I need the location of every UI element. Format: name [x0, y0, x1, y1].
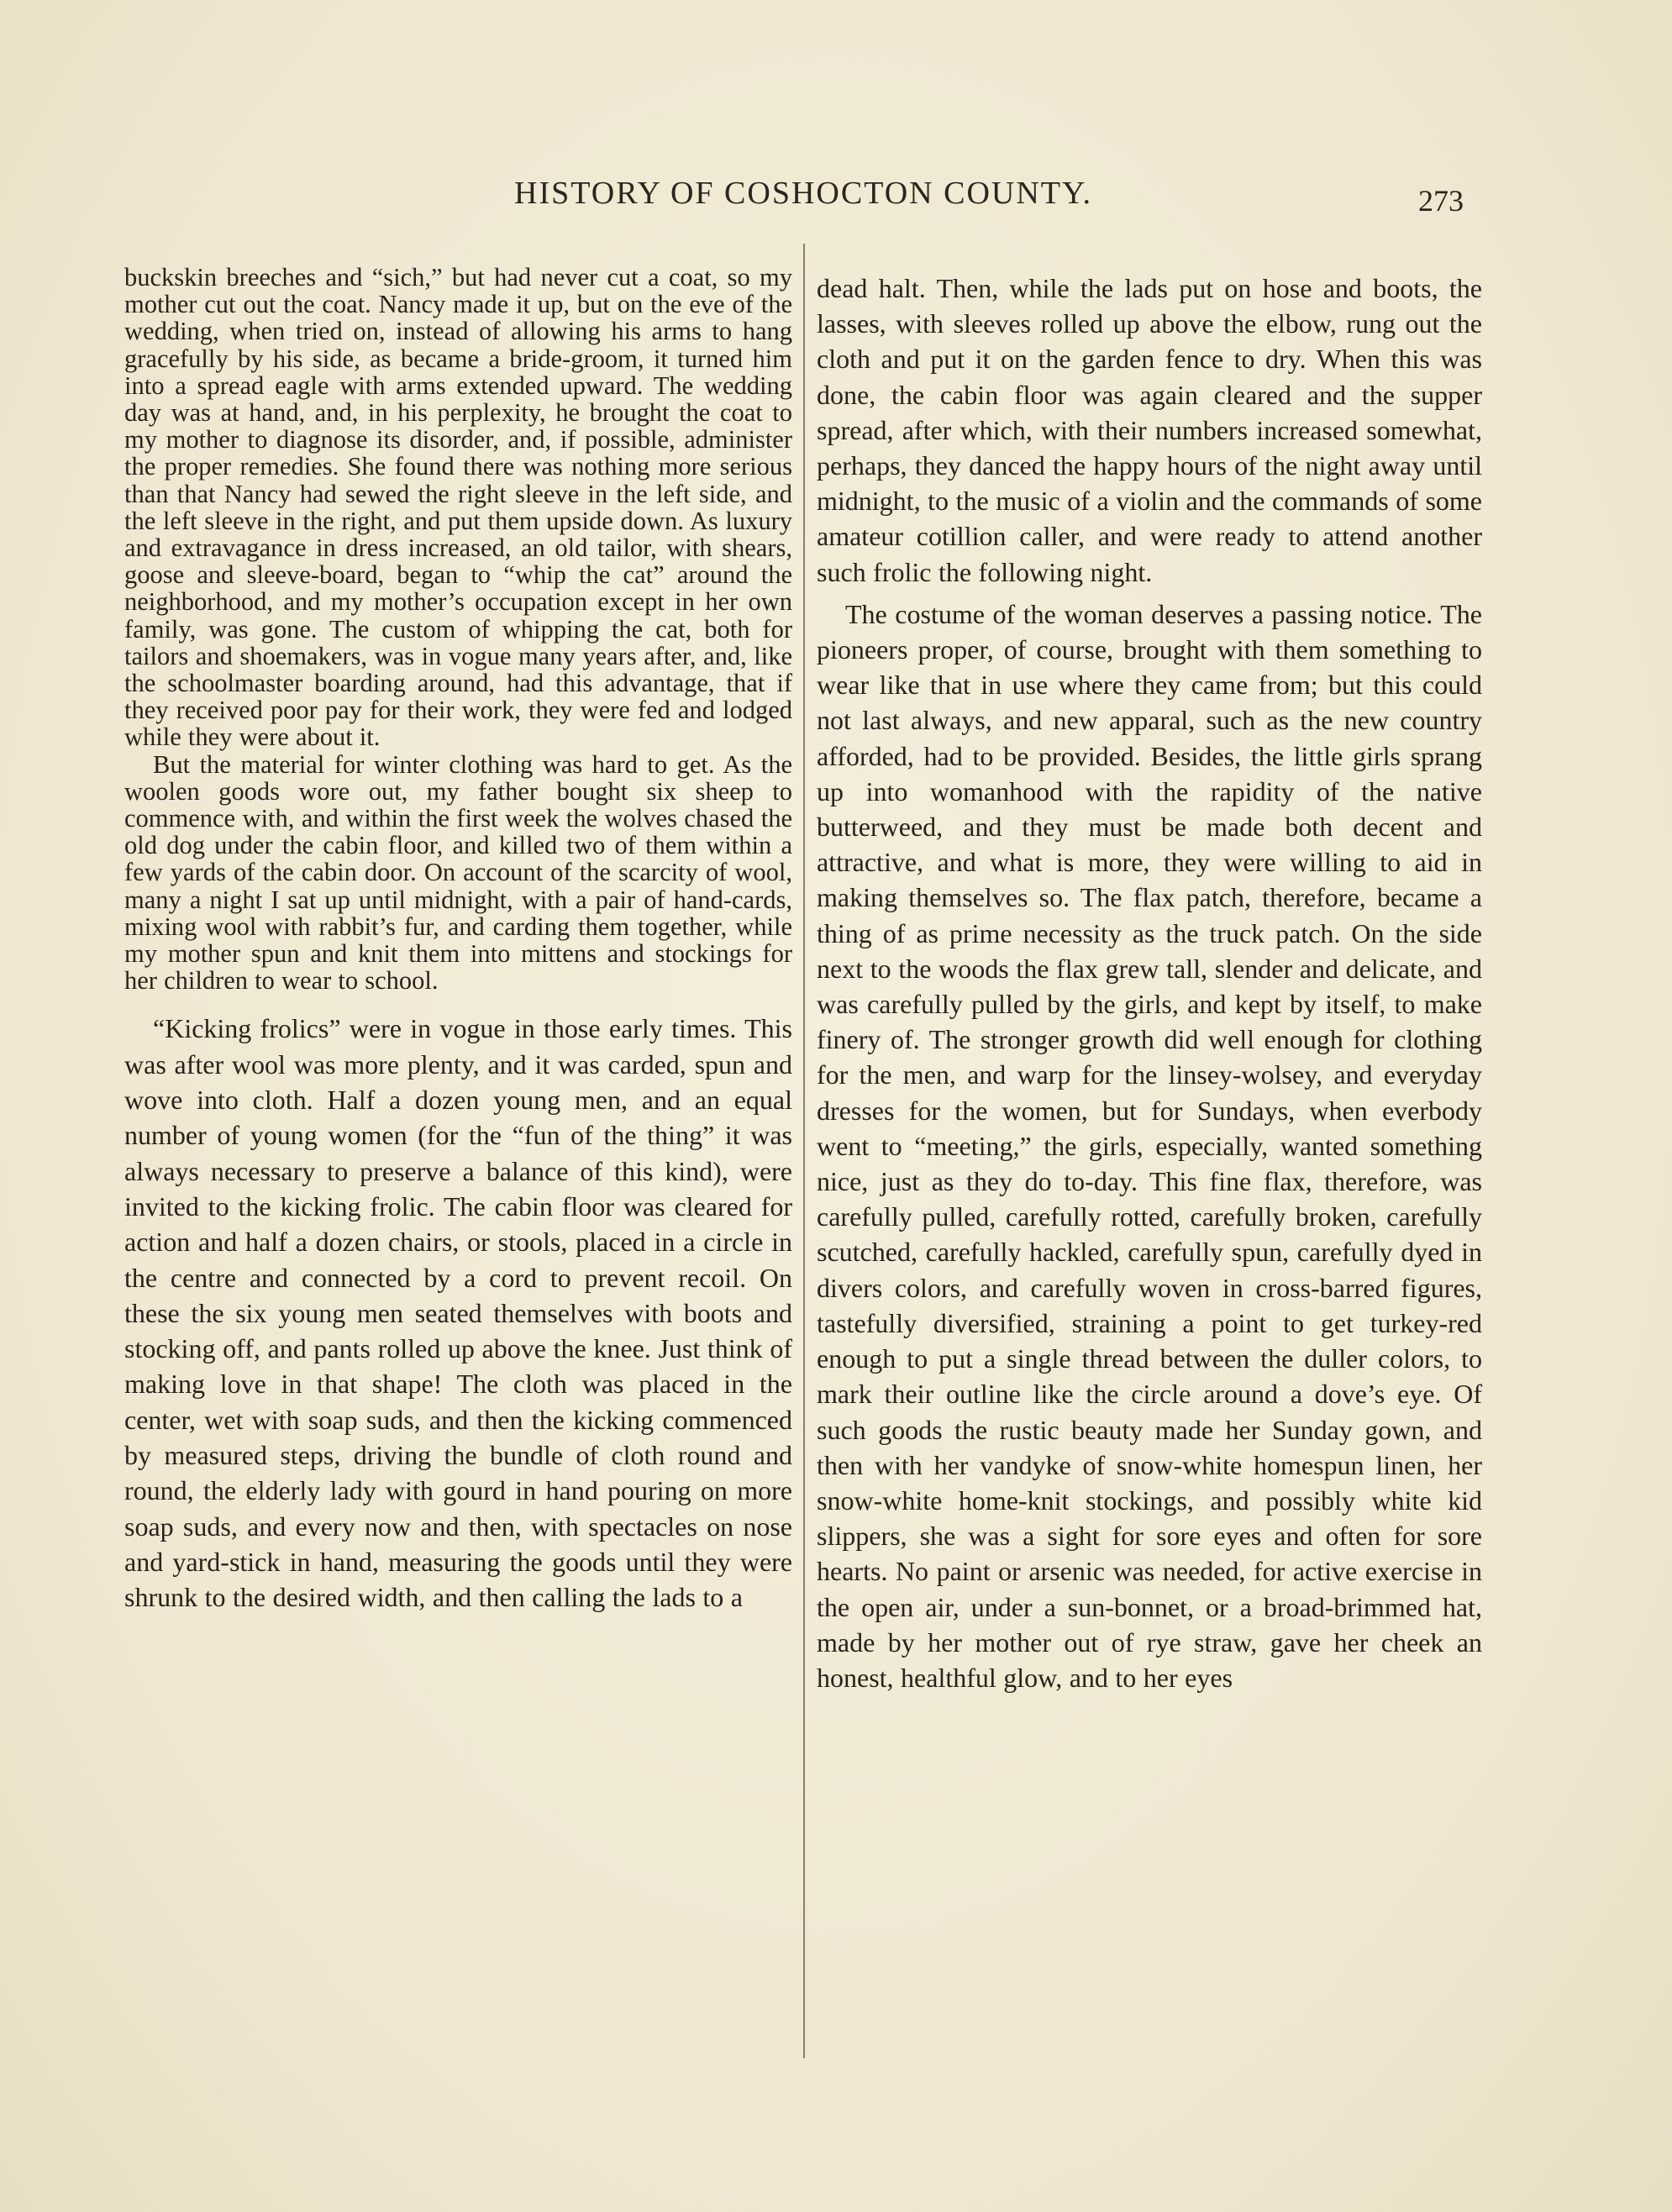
- right-column: [817, 271, 1482, 1695]
- column-divider: [803, 244, 805, 2058]
- left-paragraph-2: But the material for winter clothing was hard to get. As the woolen goods wore out, my father bought six sheep to commence with, and within the first week the wolves chased the old dog under the cabin floor, and killed two of them within a few yards of the cabin door. On account of the scarcity of wool, many a night I sat up until midnight, with a pair of hand-cards, mixing wool with rabbit’s fur, and carding them together, while my mother spun and knit them into mittens and stockings for her children to wear to school.: [124, 749, 792, 996]
- right-paragraph-1: dead halt. Then, while the lads put on hose and boots, the lasses, with sleeves rolled up above the elbow, rung out the cloth and put it on the garden fence to dry. When this was done, the cabin floor was again cleared and the supper spread, after which, with their numbers increased somewhat, perhaps, they danced the happy hours of the night away until midnight, to the music of a violin and the commands of some amateur cotillion caller, and were ready to attend another such frolic the following night.: [817, 273, 1482, 587]
- running-title: HISTORY OF COSHOCTON COUNTY.: [514, 176, 1093, 211]
- right-paragraph-2: The costume of the woman deserves a passing notice. The pioneers proper, of course, brought with them something to wear like that in use where they came from; but this could not last always, and new apparal, such as the new country afforded, had to be provided. Besides, the little girls sprang up into womanhood with the rapidity of the native butterweed, and they must be made both decent and attractive, and what is more, they were willing to aid in making themselves so. The flax patch, therefore, became a thing of as prime necessity as the truck patch. On the side next to the woods the flax grew tall, slender and delicate, and was carefully pulled by the girls, and kept by itself, to make finery of. The stronger growth did well enough for clothing for the men, and warp for the linsey-wolsey, and everyday dresses for the women, but for Sundays, when everbody went to “meeting,” the girls, especially, wanted something nice, just as they do to-day. This fine flax, therefore, was carefully pulled, carefully rotted, carefully broken, carefully scutched, carefully hackled, carefully spun, carefully dyed in divers colors, and carefully woven in cross-barred figures, tastefully diversified, straining a point to get turkey-red enough to put a single thread between the duller colors, to mark their outline like the circle around a dove’s eye. Of such goods the rustic beauty made her Sunday gown, and then with her vandyke of snow-white homespun linen, her snow-white home-knit stockings, and possibly white kid slippers, she was a sight for sore eyes and often for sore hearts. No paint or arsenic was needed, for active exercise in the open air, under a sun-bonnet, or a broad-brimmed hat, made by her mother out of rye straw, gave her cheek an honest, healthful glow, and to her eyes: [817, 598, 1482, 1693]
- left-paragraph-3: “Kicking frolics” were in vogue in those early times. This was after wool was more plenty, and it was carded, spun and wove into cloth. Half a dozen young men, and an equal number of young women (for the “fun of the thing” it was always necessary to preserve a balance of this kind), were invited to the kicking frolic. The cabin floor was cleared for action and half a dozen chairs, or stools, placed in a circle in the centre and connected by a cord to prevent recoil. On these the six young men seated themselves with boots and stocking off, and pants rolled up above the knee. Just think of making love in that shape! The cloth was placed in the center, wet with soap suds, and then the kicking commenced by measured steps, driving the bundle of cloth round and round, the elderly lady with gourd in hand pouring on more soap suds, and every now and then, with spectacles on nose and yard-stick in hand, measuring the goods until they were shrunk to the desired width, and then calling the lads to a: [124, 1013, 792, 1613]
- left-paragraph-1: buckskin breeches and “sich,” but had never cut a coat, so my mother cut out the coat. Nancy made it up, but on the eve of the wedding, when tried on, instead of allowing his arms to hang gracefully by his side, as became a bride-groom, it turned him into a spread eagle with arms extended upward. The wedding day was at hand, and, in his perplexity, he brought the coat to my mother to diagnose its disorder, and, if possible, administer the proper remedies. She found there was nothing more serious than that Nancy had sewed the right sleeve in the left side, and the left sleeve in the right, and put them upside down. As luxury and extravagance in dress increased, an old tailor, with shears, goose and sleeve-board, began to “whip the cat” around the neighborhood, and my mother’s occupation except in her own family, was gone. The custom of whipping the cat, both for tailors and shoemakers, was in vogue many years after, and, like the schoolmaster boarding around, had this advantage, that if they received poor pay for their work, they were fed and lodged while they were about it.: [124, 263, 792, 752]
- left-column: [124, 264, 792, 1616]
- page-number: 273: [1418, 184, 1464, 218]
